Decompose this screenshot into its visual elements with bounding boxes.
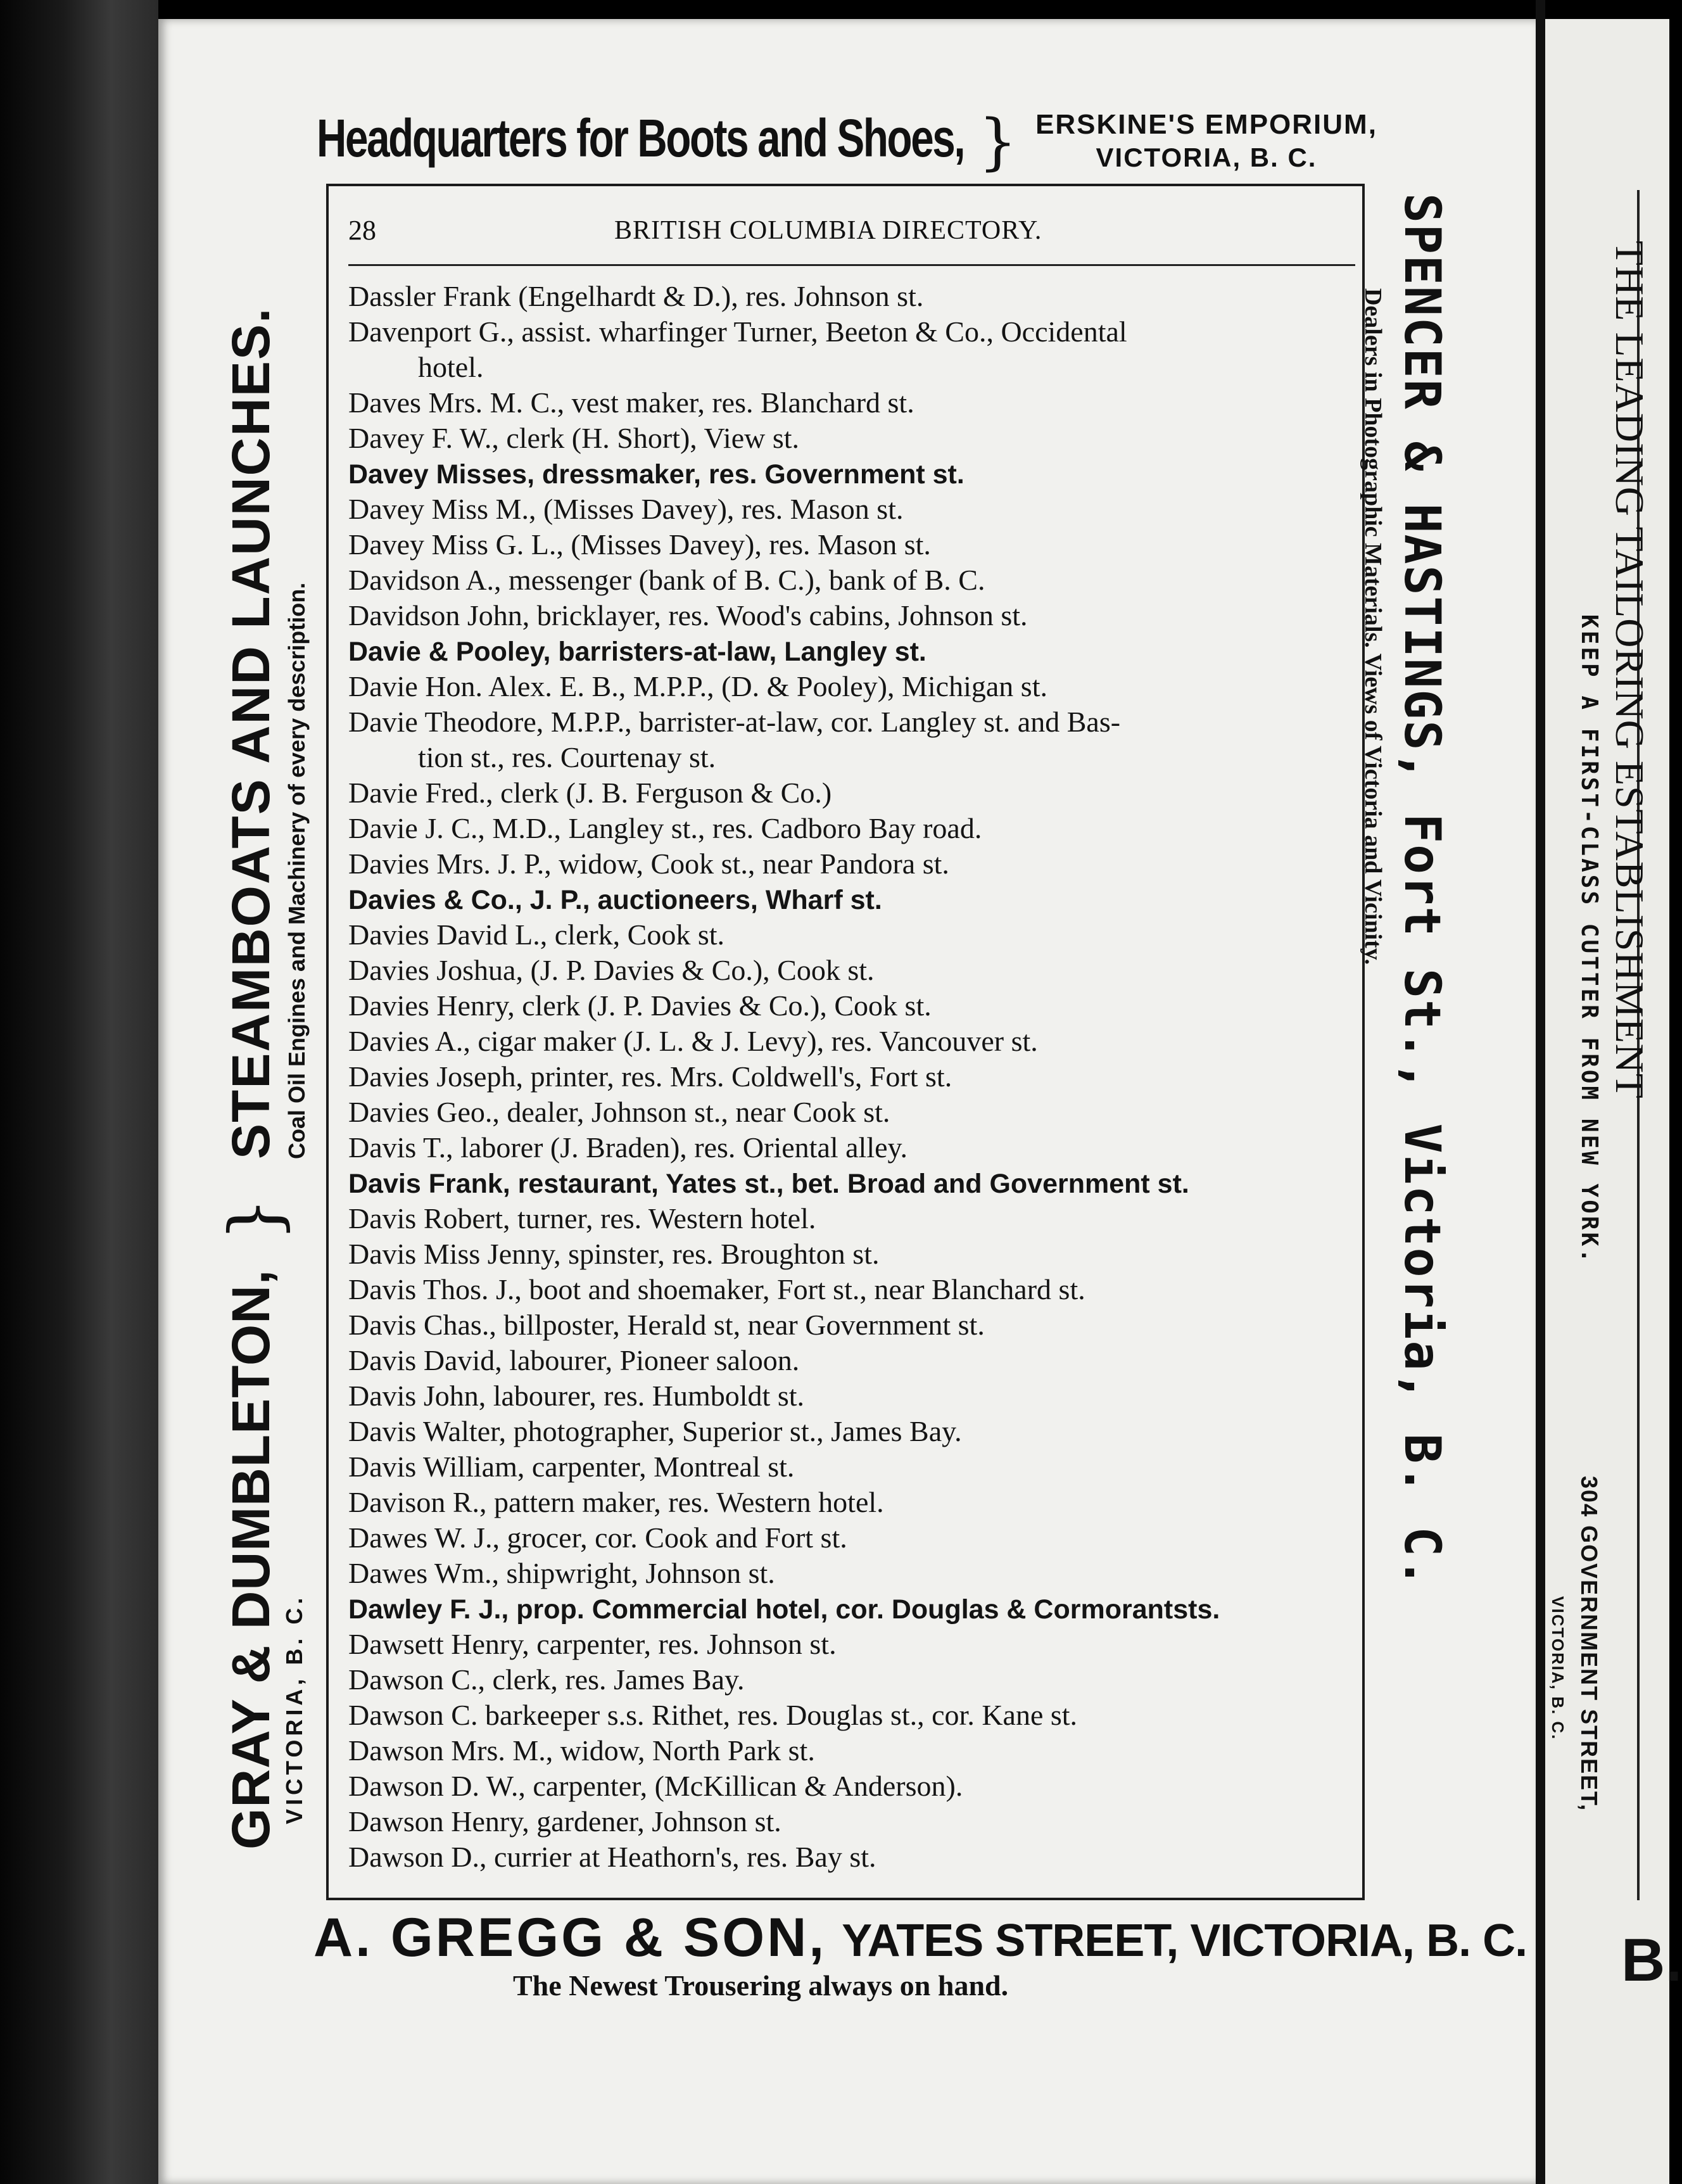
directory-entry-text: Davis Robert, turner, res. Western hotel. [348, 1202, 816, 1235]
header-ad-erskine-name: ERSKINE'S EMPORIUM, [1035, 109, 1377, 140]
directory-entry [348, 1201, 1362, 1236]
directory-entry [348, 598, 1362, 633]
header-ad-erskine [1016, 108, 1396, 174]
directory-entry-text: Davenport G., assist. wharfinger Turner, Beeton & Co., Occidental [348, 315, 1127, 348]
directory-entry-text: hotel. [418, 351, 484, 383]
directory-entry [348, 1059, 1362, 1095]
directory-entry-text: Davis Walter, photographer, Superior st., James Bay. [348, 1415, 962, 1447]
directory-entry-text: Dawson D., currier at Heathorn's, res. Bay st. [348, 1841, 876, 1873]
footer-ad-name: A. GREGG & SON, [313, 1907, 827, 1968]
directory-entry-text: tion st., res. Courtenay st. [418, 741, 716, 773]
directory-entry [348, 562, 1362, 598]
directory-entry-text: Dawson C. barkeeper s.s. Rithet, res. Douglas st., cor. Kane st. [348, 1699, 1078, 1731]
directory-entry [348, 1556, 1362, 1591]
directory-entry-text: Davidson John, bricklayer, res. Wood's cabins, Johnson st. [348, 599, 1028, 632]
directory-entry-text: Davies David L., clerk, Cook st. [348, 918, 725, 951]
directory-entry [348, 385, 1362, 421]
right-ad-headline: SPENCER & HASTINGS, Fort St., Victoria, B. C. [1393, 193, 1450, 1589]
directory-entry-text: Davis William, carpenter, Montreal st. [348, 1451, 795, 1483]
directory-entry [348, 917, 1362, 953]
directory-entry-text: Dawson Mrs. M., widow, North Park st. [348, 1734, 815, 1767]
directory-entry [348, 1130, 1362, 1165]
directory-entry [348, 1343, 1362, 1378]
directory-entry [348, 846, 1362, 882]
directory-entry-text: Davis T., laborer (J. Braden), res. Oriental alley. [348, 1131, 908, 1164]
footer-ad-gregg [313, 1907, 1527, 1969]
directory-entry [348, 669, 1362, 704]
next-page-city: VICTORIA, B. C. [1548, 1596, 1567, 1741]
directory-entry-text: Davie J. C., M.D., Langley st., res. Cadboro Bay road. [348, 812, 982, 844]
next-page-cutter-line: KEEP A FIRST-CLASS CUTTER FROM NEW YORK. [1576, 614, 1602, 1265]
directory-entry-text: Dassler Frank (Engelhardt & D.), res. Johnson st. [348, 280, 924, 312]
directory-entry [348, 456, 1362, 492]
directory-entry [348, 314, 1362, 350]
book-spine [0, 0, 158, 2184]
directory-entry-text: Davies Joshua, (J. P. Davies & Co.), Cook st. [348, 954, 875, 986]
right-ad-subline: Dealers in Photographic Materials. Views of Victoria and Vicinity. [1360, 288, 1386, 965]
left-ad-subline: Coal Oil Engines and Machinery of every description. [284, 582, 310, 1159]
directory-entry [348, 633, 1362, 669]
directory-entry [348, 1165, 1362, 1201]
left-ad-headline: STEAMBOATS AND LAUNCHES. [221, 307, 281, 1159]
directory-entry-text: Davis Miss Jenny, spinster, res. Broughton st. [348, 1238, 880, 1270]
left-ad-company: GRAY & DUMBLETON, [221, 1269, 281, 1850]
header-ad-boots-shoes: Headquarters for Boots and Shoes, [317, 108, 964, 168]
directory-entry-text: Dawes Wm., shipwright, Johnson st. [348, 1557, 775, 1589]
directory-entry-text: Davie & Pooley, barristers-at-law, Langley st. [348, 637, 926, 667]
directory-title: BRITISH COLUMBIA DIRECTORY. [614, 216, 1042, 245]
directory-entry [348, 775, 1362, 811]
directory-entry [348, 1414, 1362, 1449]
directory-entry [348, 1627, 1362, 1662]
directory-entry-text: Davie Theodore, M.P.P., barrister-at-law, cor. Langley st. and Bas- [348, 706, 1121, 738]
directory-entry [348, 421, 1362, 456]
header-brace: } [978, 106, 1018, 177]
directory-entry-text: Dawson C., clerk, res. James Bay. [348, 1663, 745, 1696]
footer-ad-address: YATES STREET, VICTORIA, B. C. [842, 1915, 1527, 1966]
directory-entry-text: Davies Henry, clerk (J. P. Davies & Co.), Cook st. [348, 989, 932, 1022]
directory-entry-text: Davis Thos. J., boot and shoemaker, Fort st., near Blanchard st. [348, 1273, 1085, 1305]
directory-entry [348, 953, 1362, 988]
directory-entry [348, 988, 1362, 1024]
next-page-title: THE LEADING TAILORING ESTABLISHMENT [1607, 241, 1652, 1099]
directory-entry-text: Davis John, labourer, res. Humboldt st. [348, 1380, 805, 1412]
directory-entry-text: Davey Misses, dressmaker, res. Government st. [348, 459, 964, 490]
directory-entry-text: Davey F. W., clerk (H. Short), View st. [348, 422, 800, 454]
directory-entry-continuation [348, 350, 1362, 385]
directory-entry-text: Davies A., cigar maker (J. L. & J. Levy), res. Vancouver st. [348, 1025, 1038, 1057]
footer-ad-tagline: The Newest Trousering always on hand. [513, 1969, 1009, 2002]
directory-entry-text: Davis David, labourer, Pioneer saloon. [348, 1344, 800, 1376]
directory-entry [348, 1236, 1362, 1272]
directory-entry [348, 1095, 1362, 1130]
directory-entry [348, 1804, 1362, 1839]
page-number: 28 [348, 215, 376, 246]
directory-entry-text: Davies & Co., J. P., auctioneers, Wharf st. [348, 885, 882, 915]
directory-entry [348, 1378, 1362, 1414]
directory-entry [348, 1485, 1362, 1520]
directory-entry-text: Davis Chas., billposter, Herald st, near Government st. [348, 1309, 985, 1341]
directory-entry [348, 492, 1362, 527]
directory-entry [348, 1272, 1362, 1307]
directory-entry [348, 1698, 1362, 1733]
directory-entry [348, 811, 1362, 846]
directory-entry-text: Davies Geo., dealer, Johnson st., near Cook st. [348, 1096, 890, 1128]
directory-entry-text: Dawes W. J., grocer, cor. Cook and Fort st. [348, 1521, 847, 1554]
directory-entry-text: Dawson D. W., carpenter, (McKillican & Anderson). [348, 1770, 963, 1802]
directory-entry-text: Davis Frank, restaurant, Yates st., bet. Broad and Government st. [348, 1169, 1189, 1199]
directory-entry [348, 1307, 1362, 1343]
directory-entry-text: Davie Fred., clerk (J. B. Ferguson & Co.) [348, 777, 832, 809]
directory-entry-text: Davey Miss G. L., (Misses Davey), res. Mason st. [348, 528, 931, 561]
next-page-letter: B. [1621, 1926, 1682, 1994]
left-ad-brace: } [214, 1197, 295, 1241]
directory-entry [348, 1733, 1362, 1768]
left-ad-city: VICTORIA, B. C. [281, 1594, 307, 1824]
directory-entry [348, 1520, 1362, 1556]
directory-entry [348, 1591, 1362, 1627]
page-gutter [1536, 0, 1545, 2184]
directory-entry [348, 1768, 1362, 1804]
directory-entry [348, 704, 1362, 740]
directory-entry-text: Davey Miss M., (Misses Davey), res. Mason st. [348, 493, 904, 525]
directory-entry-text: Dawsett Henry, carpenter, res. Johnson st. [348, 1628, 837, 1660]
directory-entry [348, 527, 1362, 562]
directory-header [348, 209, 1355, 266]
directory-entry-text: Daves Mrs. M. C., vest maker, res. Blanchard st. [348, 386, 914, 419]
next-page-address: 304 GOVERNMENT STREET, [1576, 1476, 1602, 1812]
directory-entry-text: Davie Hon. Alex. E. B., M.P.P., (D. & Pooley), Michigan st. [348, 670, 1047, 702]
directory-entry-text: Davies Mrs. J. P., widow, Cook st., near Pandora st. [348, 848, 949, 880]
header-ad-erskine-city: VICTORIA, B. C. [1096, 143, 1317, 172]
directory-entry [348, 1662, 1362, 1698]
directory-entry [348, 1839, 1362, 1875]
directory-entries [348, 279, 1362, 1875]
directory-entry-text: Davidson A., messenger (bank of B. C.), bank of B. C. [348, 564, 985, 596]
directory-entry-text: Davies Joseph, printer, res. Mrs. Coldwell's, Fort st. [348, 1060, 952, 1093]
directory-entry [348, 279, 1362, 314]
directory-entry [348, 1024, 1362, 1059]
directory-entry-text: Dawley F. J., prop. Commercial hotel, cor. Douglas & Cormorantsts. [348, 1594, 1220, 1625]
directory-entry-continuation [348, 740, 1362, 775]
directory-entry-text: Dawson Henry, gardener, Johnson st. [348, 1805, 781, 1838]
directory-entry-text: Davison R., pattern maker, res. Western hotel. [348, 1486, 884, 1518]
directory-entry [348, 882, 1362, 917]
directory-entry [348, 1449, 1362, 1485]
